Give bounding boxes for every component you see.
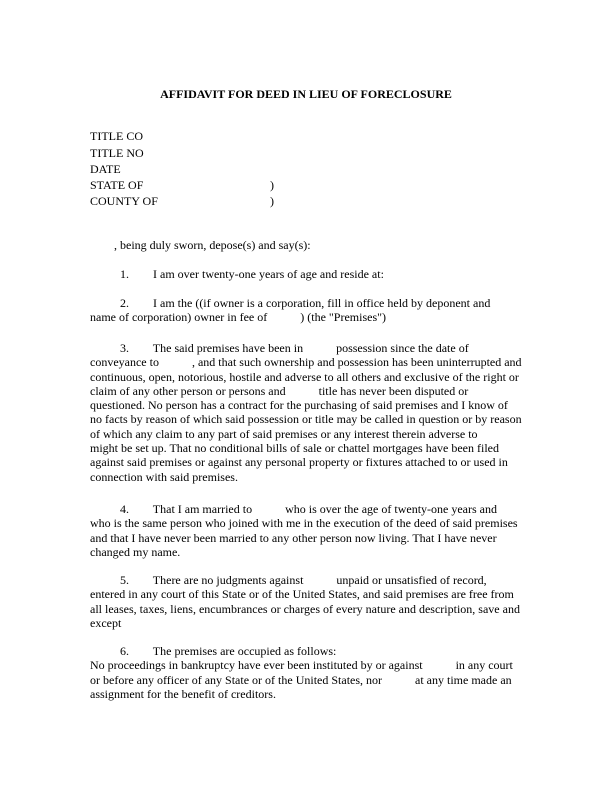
paragraph-line: all leases, taxes, liens, encumbrances or charges of every nature and description, save and (90, 601, 520, 616)
paragraph-line: no facts by reason of which said possession or title may be called in question or by reason (90, 412, 522, 427)
paragraph-line: might be set up. That no conditional bills of sale or chattel mortgages have been filed (90, 441, 500, 456)
paragraph-1 (90, 267, 526, 281)
paragraph-line: 4. That I am married to who is over the age of twenty-one years and (90, 502, 498, 516)
title-co-label: TITLE CO (90, 129, 143, 143)
paragraph-line: connection with said premises. (90, 469, 238, 484)
title-no-label: TITLE NO (90, 146, 144, 160)
paragraph-line: and that I have never been married to any other person now living. That I have never (90, 530, 497, 545)
paragraph-6 (90, 644, 526, 701)
state-of-bracket: ) (270, 178, 274, 192)
state-of-label: STATE OF (90, 178, 144, 192)
paragraph-line: against said premises or against any personal property or fixtures attached to or used in (90, 455, 508, 470)
paragraph-line: 5. There are no judgments against unpaid or unsatisfied of record, (90, 573, 487, 587)
paragraph-line: who is the same person who joined with me in the execution of the deed of said premises (90, 516, 518, 531)
paragraph-line: continuous, open, notorious, hostile and adverse to all others and exclusive of the right or (90, 369, 519, 384)
paragraph-line: entered in any court of this State or of the United States, and said premises are free from (90, 587, 514, 602)
paragraph-line: name of corporation) owner in fee of ) (the "Premises") (90, 310, 387, 325)
document-title: AFFIDAVIT FOR DEED IN LIEU OF FORECLOSURE (160, 87, 452, 101)
county-of-label: COUNTY OF (90, 194, 158, 208)
paragraph-line: or before any officer of any State or of the United States, nor at any time made an (90, 672, 512, 687)
paragraph-line: questioned. No person has a contract for the purchasing of said premises and I know of (90, 398, 508, 413)
paragraph-line: 2. I am the ((if owner is a corporation, fill in office held by deponent and (90, 296, 491, 310)
paragraph-line: 1. I am over twenty-one years of age and reside at: (90, 267, 384, 281)
paragraph-4 (90, 502, 526, 559)
paragraph-line: No proceedings in bankruptcy have ever been instituted by or against in any court (90, 658, 513, 673)
paragraph-3 (90, 341, 526, 484)
intro-statement: , being duly sworn, depose(s) and say(s): (90, 238, 311, 252)
paragraph-line: assignment for the benefit of creditors. (90, 686, 276, 701)
paragraph-line: of which any claim to any part of said premises or any interest therein adverse to (90, 426, 478, 441)
paragraph-2 (90, 296, 526, 325)
paragraph-line: 3. The said premises have been in possession since the date of (90, 341, 469, 355)
county-of-bracket: ) (270, 194, 274, 208)
paragraph-line: changed my name. (90, 544, 181, 559)
paragraph-5 (90, 573, 526, 630)
paragraph-line: except (90, 615, 122, 630)
date-label: DATE (90, 162, 121, 176)
paragraph-line: claim of any other person or persons and title has never been disputed or (90, 383, 469, 398)
paragraph-line: conveyance to , and that such ownership and possession has been uninterrupted and (90, 355, 522, 370)
paragraph-line: 6. The premises are occupied as follows: (90, 644, 337, 658)
